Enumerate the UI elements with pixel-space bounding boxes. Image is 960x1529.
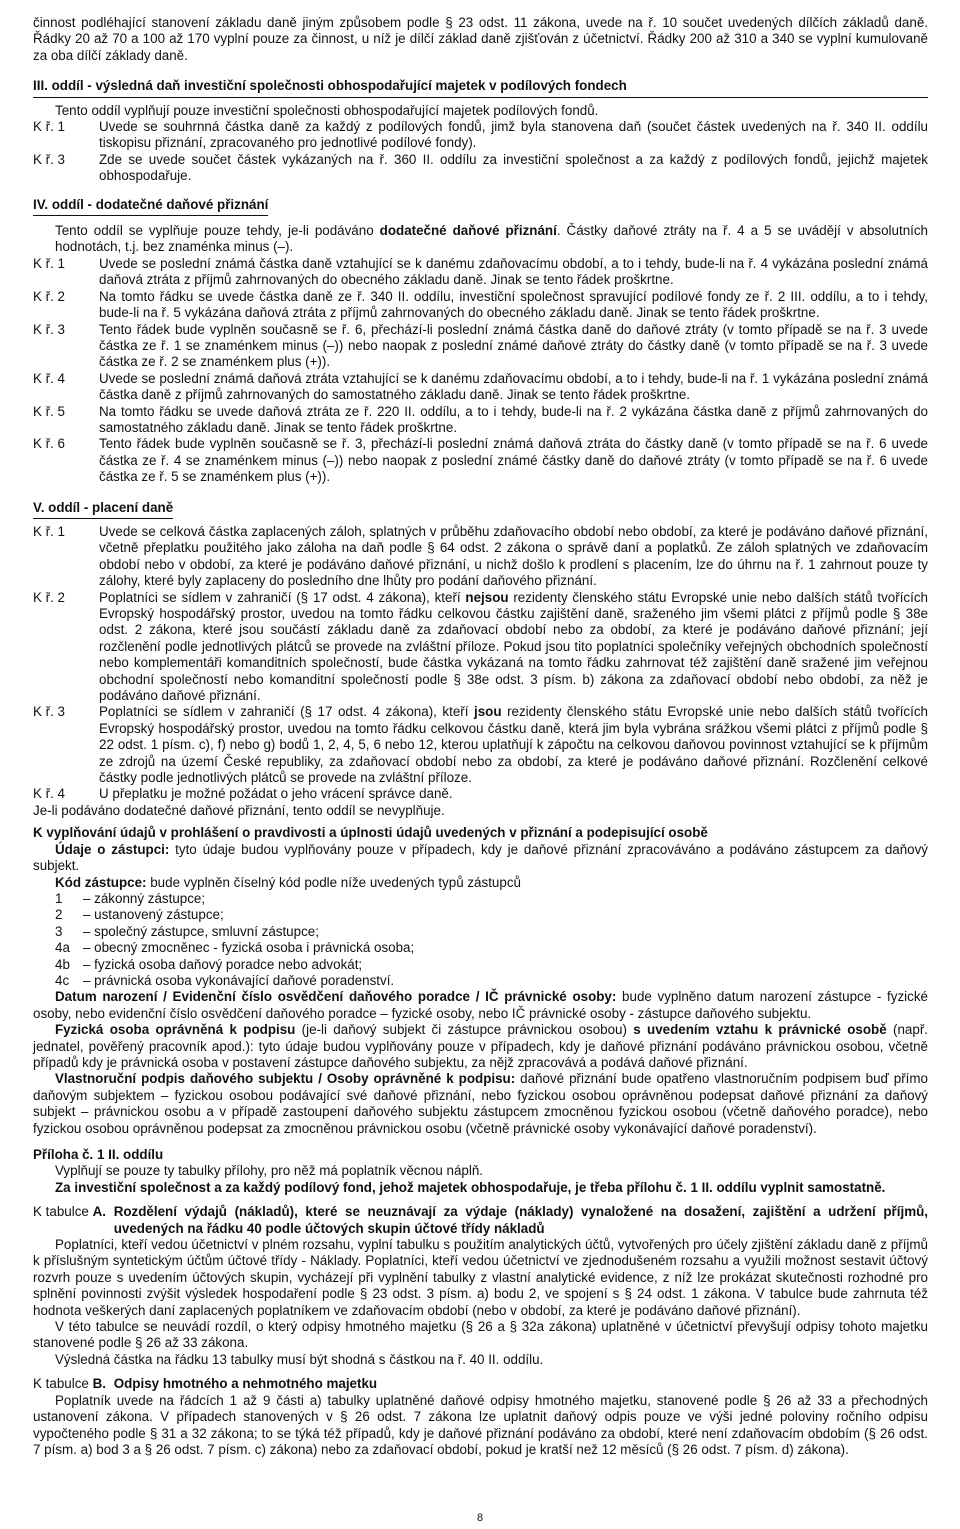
row-text: Zde se uvede součet částek vykázaných na ř. 360 II. oddílu za investiční společnost a za každý z podílových fondů, jejichž majetek obhospodařuje. xyxy=(99,151,928,184)
row-text: Na tomto řádku se uvede částka daně ze ř. 340 II. oddílu, investiční společnost spravující podílové fondy ze ř. 2 III. oddílu, a to i tehdy, bude-li na ř. 5 vykázána daňová ztráta z příjmů zahrnovaných do obecného základu daně. Jinak se tento řádek proškrtne. xyxy=(99,288,928,321)
section-5-row xyxy=(33,786,928,802)
section-3 xyxy=(33,78,928,97)
row-key: K ř. 2 xyxy=(33,589,65,605)
row-key: K ř. 6 xyxy=(33,436,65,452)
text-bold: nejsou xyxy=(465,589,509,605)
code-value: 4b xyxy=(55,956,70,972)
fill-dob xyxy=(33,989,928,1022)
row-key: K ř. 3 xyxy=(33,151,65,167)
row-text: Na tomto řádku se uvede daňová ztráta ze ř. 220 II. oddílu, a to i tehdy, bude-li na ř. 2 vykázána částka daně z příjmů zahrnovaných do samostatného základu daně. Jinak se tento řádek proškrtne. xyxy=(99,403,928,435)
row-key: K ř. 1 xyxy=(33,119,65,135)
table-a-heading xyxy=(33,1204,928,1237)
annex-line-1: Vyplňují se pouze ty tabulky přílohy, pro něž má poplatník věcnou náplň. xyxy=(55,1163,484,1179)
table-b-heading xyxy=(33,1376,928,1392)
lead-part: . Částky daňové ztráty na ř. 4 a 5 se uvádějí v absolutních hodnotách, t.j. bez znaménka minus (–). xyxy=(55,223,928,255)
row-key: K ř. 5 xyxy=(33,403,65,419)
section-3-row xyxy=(33,119,928,152)
section-3-title: III. oddíl - výsledná daň investiční společnosti obhospodařující majetek v podílových fondech xyxy=(33,78,928,97)
code-value: 4c xyxy=(55,972,70,988)
section-5-row xyxy=(33,704,928,786)
text-part: rezidenty členského státu Evropské unie nebo dalších států tvořících Evropský hospodářský prostor, uvedou na tomto řádku celkovou částku zajištění daně, sraženého jim všemi plátci z příjmů podle § 38e odst. 2 zákona, které jsou součástí základu daně za zdaňovací období nebo za období, za které je podáváno daňové přiznání; její rozčlenění podle jednotlivých plátců se provede na zvláštní příloze. Pokud jsou tito poplatníci společníky veřejných obchodních společností nebo komplementáři komanditních společností, bude částka vykázaná na tomto řádku zahrnovat též zajištění daně sražené jim veřejnou obchodní společností nebo komanditní společností podle § 38e odst. 3 písm. b) zákona za zdaňovací období nebo období, za něž je podáváno daňové přiznání. xyxy=(99,589,928,704)
row-text: Tento řádek bude vyplněn současně se ř. 6, přechází-li poslední známá částka daně do daňové ztráty (v tomto případě se na ř. 3 uvede částka ze ř. 1 se znaménkem minus (–)) nebo naopak z poslední známé daňové ztráty do částky daně (v tomto případě se na ř. 3 uvede částka ze ř. 2 se znaménkem plus (+)). xyxy=(99,321,928,370)
row-text: Uvede se celková částka zaplacených záloh, splatných v průběhu zdaňovacího období nebo období, za které je podáváno daňové přiznání, včetně přeplatku použitého jako záloha na daň podle § 64 odst. 2 zákona o správě daní a poplatků. Ze záloh splatných ve zdaňovacím období nebo v období, za které je podáváno daňové přiznání, u nichž došlo k prodlení s placením, lze do úhrnu na ř. 1 zahrnout pouze ty zálohy, které byly zaplaceny do posledního dne lhůty pro podání daňového přiznání. xyxy=(99,523,928,589)
code-text: – fyzická osoba daňový poradce nebo advokát; xyxy=(83,956,363,972)
lead-bold: dodatečné daňové přiznání xyxy=(379,223,557,239)
section-4-row xyxy=(33,256,928,289)
section-4-row xyxy=(33,404,928,437)
page-number: 8 xyxy=(476,1512,484,1524)
text-part: Poplatníci se sídlem v zahraničí (§ 17 odst. 4 zákona), kteří xyxy=(99,589,466,605)
table-a-k: K tabulce xyxy=(33,1204,93,1220)
text-part: tyto údaje budou vyplňovány pouze v případech, kdy je daňové přiznání zpracováváno a podáváno zástupcem za daňový subjekt. xyxy=(33,841,929,874)
label-bold: s uvedením vztahu k právnické osobě xyxy=(633,1022,887,1038)
section-4 xyxy=(33,197,928,221)
table-a-key xyxy=(33,1204,110,1237)
section-5-title: V. oddíl - placení daně xyxy=(33,500,173,519)
fill-representative xyxy=(33,842,928,875)
row-text xyxy=(99,590,928,705)
text-part: daňové přiznání bude opatřeno vlastnoručním podpisem buď přímo daňovým subjektem – fyzickou osobou podávající své daňové přiznání, nebo fyzickou osobou oprávněnou podepsat daňové přiznání za daňový subjekt – právnickou osobu a v případě zastoupení daňového subjektu zástupcem zmocněnou fyzickou osobou (včetně daňového poradce), nebo fyzickou osobou oprávněnou podepsat za zmocněnou právnickou osobu (včetně právnické osoby vykonávající daňové poradenství). xyxy=(33,1071,928,1136)
lead-part: Tento oddíl se vyplňuje pouze tehdy, je-li podáváno xyxy=(55,223,380,239)
document-page xyxy=(33,15,928,1458)
table-b-key xyxy=(33,1376,110,1392)
code-item xyxy=(33,957,928,973)
row-text: Uvede se poslední známá daňová ztráta vztahující se k danému zdaňovacímu období, a to i tehdy, bude-li na ř. 1 vykázána poslední známá částka daně z příjmů zahrnovaných do samostatného základu daně. Jinak se tento řádek proškrtne. xyxy=(99,370,928,403)
label-bold: Kód zástupce: xyxy=(55,874,147,890)
annex-line-2: Za investiční společnost a za každý podílový fond, jehož majetek obhospodařuje, je třeba přílohu č. 1 II. oddílu vyplnit samostatně. xyxy=(55,1179,886,1195)
code-item xyxy=(33,907,928,923)
table-b-title: Odpisy hmotného a nehmotného majetku xyxy=(113,1376,378,1392)
intro-paragraph: činnost podléhající stanovení základu daně jiným způsobem podle § 23 odst. 11 zákona, uvede na ř. 10 součet uvedených dílčích základů daně. Řádky 20 až 70 a 100 až 170 vyplní pouze za činnost, u níž je dílčí základ daně zjišťován z účetnictví. Řádky 200 až 310 a 340 se vyplní kumulovaně za oba dílčí základy daně. xyxy=(33,15,928,63)
code-value: 1 xyxy=(55,890,63,906)
code-text: – právnická osoba vykonávající daňové poradenství. xyxy=(83,972,395,988)
section-5-row xyxy=(33,524,928,590)
fill-code xyxy=(33,875,928,891)
row-key: K ř. 1 xyxy=(33,255,65,271)
text-part: bude vyplněn číselný kód podle níže uvedených typů zástupců xyxy=(146,874,521,890)
code-value: 2 xyxy=(55,907,63,923)
code-item xyxy=(33,973,928,989)
code-value: 3 xyxy=(55,923,63,939)
table-a-paragraph: V této tabulce se neuvádí rozdíl, o který odpisy hmotného majetku (§ 26 a § 32a zákona) uplatněné v účetnictví převyšují odpisy tohoto majetku stanovené podle § 26 až 33 zákona. xyxy=(33,1319,928,1351)
row-key: K ř. 4 xyxy=(33,786,65,802)
row-text xyxy=(99,704,928,786)
code-text: – obecný zmocněnec - fyzická osoba i právnická osoba; xyxy=(83,940,415,956)
section-3-lead: Tento oddíl vyplňují pouze investiční společnosti obhospodařující majetek podílových fondů. xyxy=(55,102,599,118)
table-b-paragraph: Poplatník uvede na řádcích 1 až 9 části a) tabulky uplatněné daňové odpisy hmotného majetku, stanovené podle § 26 až 33 a přechodných ustanovení zákona. V případech stanovených v § 26 odst. 7 zákona lze uplatnit daňový odpis pouze ve výši jedné poloviny ročního odpisu vypočteného podle § 31 a 32 zákona; to se týká též případů, kdy je daňové přiznání podáváno za období, které není zdaňovacím obdobím (§ 26 odst. 7 písm. a) bod 3 a § 26 odst. 7 písm. c) zákona) nebo za zdaňovací období, pokud je kratší než 12 měsíců (§ 26 odst. 7 písm. d) zákona). xyxy=(33,1392,928,1457)
fill-signature xyxy=(33,1071,928,1137)
section-4-row xyxy=(33,289,928,322)
row-text: Tento řádek bude vyplněn současně se ř. 3, přechází-li poslední známá daňová ztráta do částky daně (v tomto případě se na ř. 6 uvede částka ze ř. 4 se znaménkem minus (–)) nebo naopak z poslední známé částky daně do daňové ztráty (v tomto případě se na ř. 6 uvede částka ze ř. 5 se znaménkem plus (+)). xyxy=(99,436,928,485)
section-4-row xyxy=(33,371,928,404)
table-a-letter: A. xyxy=(92,1204,106,1220)
label-bold: Datum narození / Evidenční číslo osvědčení daňového poradce / IČ právnické osoby: xyxy=(55,989,617,1005)
code-text: – ustanovený zástupce; xyxy=(83,907,224,923)
code-item xyxy=(33,924,928,940)
row-text: Uvede se poslední známá částka daně vztahující se k danému zdaňovacímu období, a to i tehdy, bude-li na ř. 4 vykázána poslední známá daňová ztráta z příjmů zahrnovaných do obecného základu daně. Jinak se tento řádek proškrtne. xyxy=(99,255,928,288)
fill-title: K vyplňování údajů v prohlášení o pravdivosti a úplnosti údajů uvedených v přiznání a podepisující osobě xyxy=(33,825,708,841)
annex-title: Příloha č. 1 II. oddílu xyxy=(33,1147,164,1162)
table-a-paragraph: Poplatníci, kteří vedou účetnictví v plném rozsahu, vyplní tabulku s použitím analytických účtů, vytvořených pro účely zjištění základu daně z příjmů k příslušným syntetickým účtům účtové třídy - Náklady. Poplatníci, kteří vedou účetnictví ve zjednodušeném rozsahu a využili možnost sestavit účtový rozvrh pouze s uvedením účtových skupin, vycházejí při vyplnění tabulky z vlastní analytické evidence, z níž lze prokázat skutečnosti rozhodné pro splnění povinnosti zvýšit výsledek hospodaření podle § 23 odst. 3 písm. a) bodu 2, ve spojení s § 24 odst. 1 zákona. V tabulce bude zahrnuta též hodnota veškerých daní zaplacených poplatníkem ve zdaňovacím období (nebo v období, za které je podáváno daňové přiznání). xyxy=(33,1237,928,1318)
table-b-letter: B. xyxy=(92,1376,106,1392)
code-item xyxy=(33,940,928,956)
text-bold: jsou xyxy=(474,704,502,720)
text-part: rezidenty členského státu Evropské unie nebo dalších států tvořících Evropský hospodářský prostor, uvedou na tomto řádku celkovou částku daně, která jim byla vybrána srážkou všemi plátci z příjmů podle § 22 odst. 1 písm. c), f) nebo g) bodů 1, 2, 4, 5, 6 nebo 12, kterou uplatňují k zápočtu na celkovou daňovou povinnost vztahující se k příjmům ze zdrojů na území České republiky, za zdaňovací období nebo za období, za které je podáváno daňové přiznání. Rozčlenění celkové částky podle jednotlivých plátců se provede na zvláštní příloze. xyxy=(99,704,928,786)
row-text: U přeplatku je možné požádat o jeho vrácení správce daně. xyxy=(99,786,453,802)
section-3-row xyxy=(33,152,928,185)
row-key: K ř. 1 xyxy=(33,523,65,539)
label-bold: Údaje o zástupci: xyxy=(55,841,170,857)
row-key: K ř. 3 xyxy=(33,704,65,720)
fill-authorized xyxy=(33,1022,928,1071)
table-b-k: K tabulce xyxy=(33,1376,93,1392)
text-part: (např. jednatel, pověřený pracovník apod.): tyto údaje budou vyplňovány pouze v případech, kdy je daňové přiznání podáváno právnickou osobou, včetně případů kdy je právnická osoba v postavení zástupce daňového subjektu, za nějž zpracovává a podává daňové přiznání. xyxy=(33,1022,928,1070)
text-part: Poplatníci se sídlem v zahraničí (§ 17 odst. 4 zákona), kteří xyxy=(99,704,474,720)
section-5 xyxy=(33,500,928,524)
section-4-row xyxy=(33,436,928,485)
row-key: K ř. 4 xyxy=(33,370,65,386)
code-text: – společný zástupce, smluvní zástupce; xyxy=(83,923,319,939)
section-5-row xyxy=(33,590,928,705)
code-item xyxy=(33,891,928,907)
section-5-tail: Je-li podáváno dodatečné daňové přiznání, tento oddíl se nevyplňuje. xyxy=(33,802,445,818)
label-bold: Fyzická osoba oprávněná k podpisu xyxy=(55,1022,296,1038)
label-bold: Vlastnoruční podpis daňového subjektu / Osoby oprávněné k podpisu: xyxy=(55,1071,516,1087)
row-key: K ř. 3 xyxy=(33,321,65,337)
table-a-paragraph: Výsledná částka na řádku 13 tabulky musí být shodná s částkou na ř. 40 II. oddílu. xyxy=(55,1351,544,1367)
text-part: (je-li daňový subjekt či zástupce právnickou osobou) xyxy=(295,1022,634,1038)
row-key: K ř. 2 xyxy=(33,288,65,304)
code-value: 4a xyxy=(55,940,70,956)
code-text: – zákonný zástupce; xyxy=(83,890,206,906)
section-4-lead xyxy=(33,223,928,256)
text-part: bude vyplněno datum narození zástupce - fyzické osoby, nebo evidenční číslo osvědčení daňového poradce – fyzické osoby, nebo IČ právnické osoby - zástupce daňového subjektu. xyxy=(33,989,928,1021)
row-text: Uvede se souhrnná částka daně za každý z podílových fondů, jimž byla stanovena daň (součet částek uvedených na ř. 340 II. oddílu tiskopisu přiznání, zpracovaného pro jednotlivé podílové fondy). xyxy=(99,119,928,151)
table-a-title: Rozdělení výdajů (nákladů), které se neuznávají za výdaje (náklady) vynaložené na dosažení, zajištění a udržení příjmů, uvedených na řádku 40 podle účtových skupin účtové třídy nákladů xyxy=(113,1204,928,1236)
section-4-row xyxy=(33,322,928,371)
section-4-title: IV. oddíl - dodatečné daňové přiznání xyxy=(33,197,268,216)
